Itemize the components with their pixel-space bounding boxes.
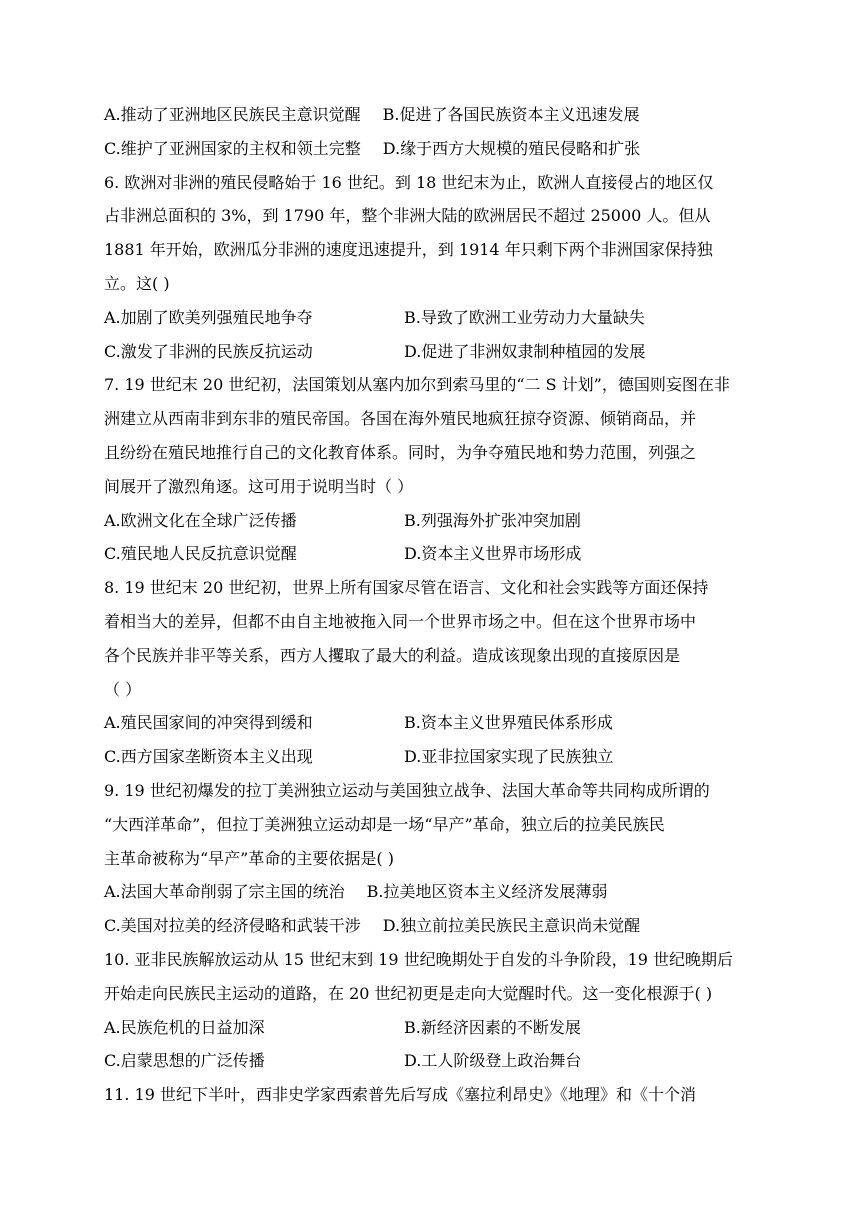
- answer-option: D.促进了非洲奴隶制种植园的发展: [404, 341, 646, 361]
- question-text-line: 8. 19 世纪末 20 世纪初，世界上所有国家尽管在语言、文化和社会实践等方面还保持: [104, 578, 709, 598]
- question-text-line: 间展开了激烈角逐。这可用于说明当时（ ）: [104, 476, 414, 496]
- question-text-line: 着相当大的差异，但都不由自主地被拖入同一个世界市场之中。但在这个世界市场中: [104, 611, 697, 631]
- answer-option: D.缘于西方大规模的殖民侵略和扩张: [382, 138, 641, 158]
- question-text-line: 6. 欧洲对非洲的殖民侵略始于 16 世纪。到 18 世纪末为止，欧洲人直接侵占的地区仅: [104, 172, 714, 192]
- answer-option: C.西方国家垄断资本主义出现: [104, 747, 313, 767]
- answer-options-row: [104, 301, 764, 335]
- answer-options-row: [104, 335, 764, 369]
- question-text-line: “大西洋革命”，但拉丁美洲独立运动却是一场“早产”革命，独立后的拉美民族民: [104, 814, 665, 834]
- answer-option: B.促进了各国民族资本主义迅速发展: [382, 105, 640, 124]
- answer-options-row: [104, 504, 764, 538]
- question-text-line: 主革命被称为“早产”革命的主要依据是( ): [104, 848, 394, 868]
- answer-option: C.维护了亚洲国家的主权和领土完整: [104, 138, 361, 158]
- answer-option: A.欧洲文化在全球广泛传播: [104, 510, 297, 530]
- answer-options-row: [104, 98, 764, 132]
- answer-option: C.美国对拉美的经济侵略和武装干涉: [104, 916, 361, 936]
- answer-options-row: [104, 537, 764, 571]
- answer-option: B.导致了欧洲工业劳动力大量缺失: [404, 307, 645, 327]
- answer-option: A.法国大革命削弱了宗主国的统治: [104, 882, 345, 902]
- answer-option: B.新经济因素的不断发展: [404, 1017, 581, 1037]
- question-text-line: 11. 19 世纪下半叶，西非史学家西索普先后写成《塞拉利昂史》《地理》和《十个消: [104, 1085, 696, 1105]
- question-text-line: 洲建立从西南非到东非的殖民帝国。各国在海外殖民地疯狂掠夺资源、倾销商品，并: [104, 409, 697, 429]
- answer-option: A.民族危机的日益加深: [104, 1017, 265, 1037]
- question-text-line: 10. 亚非民族解放运动从 15 世纪末到 19 世纪晚期处于自发的斗争阶段，19 世纪晚期后: [104, 949, 734, 969]
- answer-options-row: [104, 875, 764, 909]
- answer-options-row: [104, 1044, 764, 1078]
- answer-option: B.资本主义世界殖民体系形成: [404, 713, 613, 733]
- question-text-line: （ ）: [104, 679, 142, 699]
- answer-option: A.殖民国家间的冲突得到缓和: [104, 713, 313, 733]
- document-content: [104, 98, 764, 1112]
- answer-options-row: [104, 706, 764, 740]
- question-text-line: 且纷纷在殖民地推行自己的文化教育体系。同时，为争夺殖民地和势力范围，列强之: [104, 442, 697, 462]
- answer-option: A.推动了亚洲地区民族民主意识觉醒: [104, 105, 361, 124]
- question-text-line: 占非洲总面积的 3%，到 1790 年，整个非洲大陆的欧洲居民不超过 25000 人。但从: [104, 206, 711, 226]
- answer-option: A.加剧了欧美列强殖民地争夺: [104, 307, 313, 327]
- answer-option: C.激发了非洲的民族反抗运动: [104, 341, 313, 361]
- question-text-line: 7. 19 世纪末 20 世纪初，法国策划从塞内加尔到索马里的“二 S 计划”，德国则妄图在非: [104, 375, 730, 395]
- answer-options-row: [104, 909, 764, 943]
- answer-option: D.独立前拉美民族民主意识尚未觉醒: [382, 916, 641, 936]
- answer-option: D.亚非拉国家实现了民族独立: [404, 747, 614, 767]
- answer-options-row: [104, 740, 764, 774]
- question-text-line: 各个民族并非平等关系，西方人攫取了最大的利益。造成该现象出现的直接原因是: [104, 645, 681, 665]
- question-text-line: 1881 年开始，欧洲瓜分非洲的速度迅速提升，到 1914 年只剩下两个非洲国家保持独: [104, 240, 713, 260]
- answer-option: D.资本主义世界市场形成: [404, 544, 582, 564]
- answer-option: B.列强海外扩张冲突加剧: [404, 510, 581, 530]
- answer-options-row: [104, 132, 764, 166]
- question-text-line: 立。这( ): [104, 273, 170, 293]
- answer-options-row: [104, 1011, 764, 1045]
- question-text-line: 9. 19 世纪初爆发的拉丁美洲独立运动与美国独立战争、法国大革命等共同构成所谓的: [104, 780, 710, 800]
- answer-option: C.启蒙思想的广泛传播: [104, 1051, 265, 1071]
- answer-option: D.工人阶级登上政治舞台: [404, 1051, 582, 1071]
- answer-option: B.拉美地区资本主义经济发展薄弱: [366, 882, 608, 902]
- answer-option: C.殖民地人民反抗意识觉醒: [104, 544, 297, 564]
- question-text-line: 开始走向民族民主运动的道路，在 20 世纪初更是走向大觉醒时代。这一变化根源于( ): [104, 983, 713, 1003]
